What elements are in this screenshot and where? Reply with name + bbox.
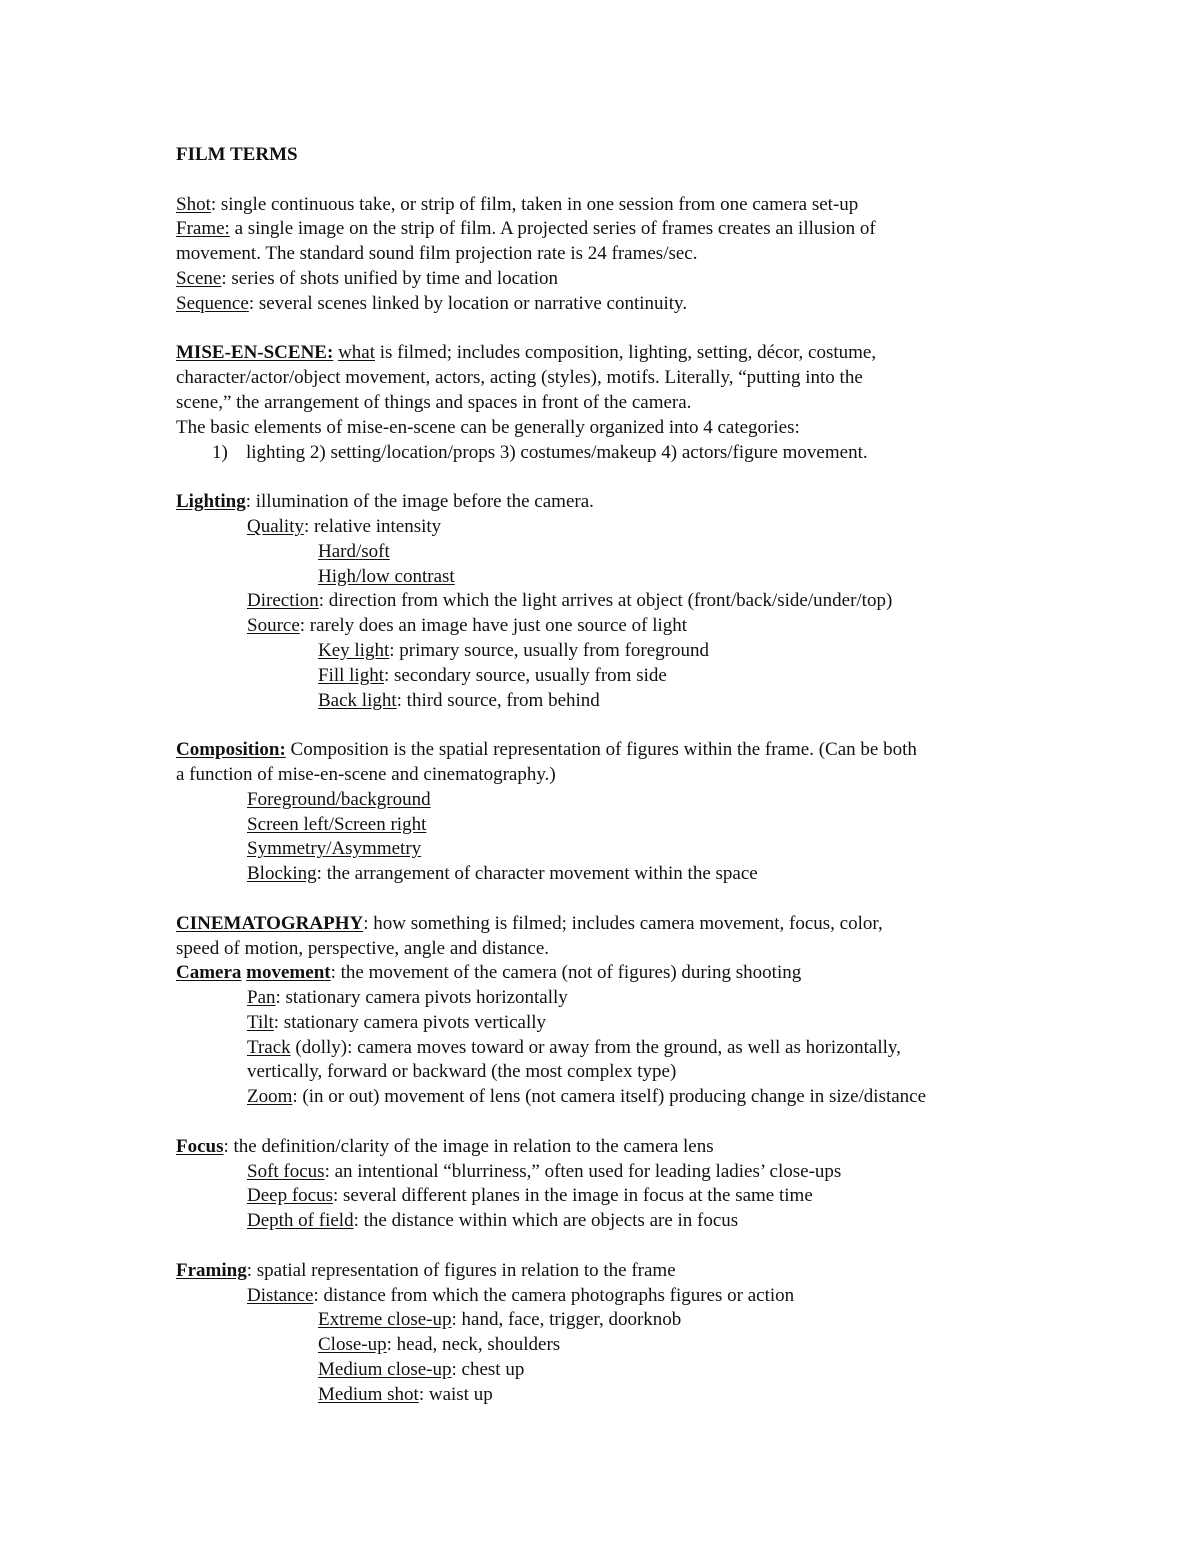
movement-label: movement (246, 962, 331, 984)
page-title: FILM TERMS (176, 144, 298, 165)
close-up-label: Close-up (318, 1334, 387, 1356)
source-definition: : rarely does an image have just one source of light (299, 615, 688, 637)
key-light-label: Key light (318, 639, 390, 661)
blocking-label: Blocking (247, 863, 317, 885)
composition-symmetry (176, 837, 1056, 862)
soft-focus-definition: : an intentional “blurriness,” often used for leading ladies’ close-ups (324, 1160, 842, 1182)
camera-track (176, 1036, 1056, 1061)
screen-label: Screen left/Screen right (247, 813, 427, 835)
term-sequence (176, 292, 1056, 317)
framing-medium-shot (176, 1383, 1056, 1408)
framing-distance (176, 1284, 1056, 1309)
contrast-label: High/low contrast (318, 565, 455, 587)
term-frame-label: Frame: (176, 218, 230, 240)
lighting-label: Lighting (176, 491, 246, 513)
key-light-definition: : primary source, usually from foreground (389, 639, 709, 661)
term-scene-label: Scene (176, 267, 222, 289)
mise-en-scene-heading (176, 341, 1056, 366)
cinematography-label: CINEMATOGRAPHY (176, 912, 364, 934)
fg-bg-label: Foreground/background (247, 788, 431, 810)
categories-text: lighting 2) setting/location/props 3) costumes/makeup 4) actors/figure movement. (246, 441, 868, 463)
focus-deep (176, 1184, 1056, 1209)
focus-label: Focus (176, 1135, 224, 1157)
back-light-label: Back light (318, 689, 397, 711)
tilt-definition: : stationary camera pivots vertically (273, 1011, 547, 1033)
distance-definition: : distance from which the camera photographs figures or action (313, 1284, 795, 1306)
composition-definition: Composition is the spatial representation of figures within the frame. (Can be both (285, 739, 917, 761)
direction-definition: : direction from which the light arrives at object (front/back/side/under/top) (318, 590, 893, 612)
hard-soft-label: Hard/soft (318, 540, 390, 562)
symmetry-label: Symmetry/Asymmetry (247, 838, 422, 860)
deep-focus-label: Deep focus (247, 1185, 333, 1207)
lighting-heading (176, 490, 1056, 515)
mise-en-scene-definition: is filmed; includes composition, lighting, setting, décor, costume, (375, 342, 877, 364)
term-shot (176, 193, 1056, 218)
mise-en-scene-line-4: The basic elements of mise-en-scene can be generally organized into 4 categories: (176, 416, 800, 438)
framing-heading (176, 1259, 1056, 1284)
lighting-key (176, 639, 1056, 664)
back-light-definition: : third source, from behind (396, 689, 600, 711)
camera-label: Camera (176, 962, 242, 984)
composition-label: Composition: (176, 739, 286, 761)
lighting-source (176, 614, 1056, 639)
camera-zoom (176, 1085, 1056, 1110)
composition-line-2: a function of mise-en-scene and cinematography.) (176, 763, 556, 785)
term-sequence-label: Sequence (176, 292, 249, 314)
extreme-close-up-definition: : hand, face, trigger, doorknob (451, 1309, 682, 1331)
focus-soft (176, 1160, 1056, 1185)
focus-definition: : the definition/clarity of the image in relation to the camera lens (223, 1135, 714, 1157)
fill-light-definition: : secondary source, usually from side (384, 664, 667, 686)
deep-focus-definition: : several different planes in the image in focus at the same time (333, 1185, 813, 1207)
term-sequence-definition: : several scenes linked by location or narrative continuity. (248, 292, 688, 314)
camera-movement-definition: : the movement of the camera (not of figures) during shooting (330, 962, 802, 984)
extreme-close-up-label: Extreme close-up (318, 1309, 452, 1331)
soft-focus-label: Soft focus (247, 1160, 325, 1182)
camera-track-continued: vertically, forward or backward (the most complex type) (247, 1061, 677, 1083)
term-frame (176, 217, 1056, 242)
composition-fg-bg (176, 788, 1056, 813)
term-frame-continued: movement. The standard sound film projection rate is 24 frames/sec. (176, 243, 698, 265)
camera-pan (176, 986, 1056, 1011)
depth-of-field-label: Depth of field (247, 1210, 354, 1232)
distance-label: Distance (247, 1284, 314, 1306)
term-shot-definition: : single continuous take, or strip of film, taken in one session from one camera set-up (210, 193, 859, 215)
term-scene (176, 267, 1056, 292)
mise-en-scene-line-2: character/actor/object movement, actors, acting (styles), motifs. Literally, “putting into the (176, 367, 863, 389)
composition-screen (176, 813, 1056, 838)
zoom-definition: : (in or out) movement of lens (not camera itself) producing change in size/distance (292, 1086, 927, 1108)
term-shot-label: Shot (176, 193, 211, 215)
camera-movement (176, 961, 1056, 986)
quality-label: Quality (247, 515, 304, 537)
composition-heading (176, 738, 1056, 763)
track-definition: (dolly): camera moves toward or away from the ground, as well as horizontally, (290, 1036, 901, 1058)
source-label: Source (247, 615, 300, 637)
blocking-definition: : the arrangement of character movement within the space (316, 863, 758, 885)
medium-shot-label: Medium shot (318, 1383, 419, 1405)
track-label: Track (247, 1036, 291, 1058)
medium-close-up-definition: : chest up (451, 1359, 525, 1381)
depth-of-field-definition: : the distance within which are objects are in focus (353, 1210, 739, 1232)
focus-depth-of-field (176, 1209, 1056, 1234)
framing-extreme-close-up (176, 1308, 1056, 1333)
medium-shot-definition: : waist up (418, 1383, 493, 1405)
mise-en-scene-line-3: scene,” the arrangement of things and spaces in front of the camera. (176, 391, 692, 413)
list-number: 1) (212, 441, 228, 463)
framing-definition: : spatial representation of figures in relation to the frame (246, 1259, 676, 1281)
lighting-hard-soft (176, 540, 1056, 565)
mise-en-scene-what: what (338, 342, 375, 364)
pan-label: Pan (247, 987, 276, 1009)
framing-label: Framing (176, 1259, 247, 1281)
lighting-back (176, 689, 1056, 714)
lighting-definition: : illumination of the image before the camera. (245, 491, 594, 513)
zoom-label: Zoom (247, 1086, 293, 1108)
tilt-label: Tilt (247, 1011, 274, 1033)
focus-heading (176, 1135, 1056, 1160)
lighting-direction (176, 589, 1056, 614)
medium-close-up-label: Medium close-up (318, 1359, 452, 1381)
lighting-contrast (176, 565, 1056, 590)
pan-definition: : stationary camera pivots horizontally (275, 987, 568, 1009)
cinematography-heading (176, 912, 1056, 937)
cinematography-definition: : how something is filmed; includes camera movement, focus, color, (363, 912, 883, 934)
fill-light-label: Fill light (318, 664, 384, 686)
camera-tilt (176, 1011, 1056, 1036)
direction-label: Direction (247, 590, 319, 612)
mise-en-scene-categories (176, 441, 1056, 466)
lighting-quality (176, 515, 1056, 540)
cinematography-line-2: speed of motion, perspective, angle and distance. (176, 937, 550, 959)
composition-blocking (176, 862, 1056, 887)
quality-definition: : relative intensity (304, 515, 442, 537)
close-up-definition: : head, neck, shoulders (386, 1334, 561, 1356)
document-page (176, 143, 1056, 1408)
term-frame-definition: a single image on the strip of film. A projected series of frames creates an illusion of (229, 218, 876, 240)
lighting-fill (176, 664, 1056, 689)
framing-medium-close-up (176, 1358, 1056, 1383)
mise-en-scene-label: MISE-EN-SCENE: (176, 342, 334, 364)
term-scene-definition: : series of shots unified by time and location (221, 267, 559, 289)
framing-close-up (176, 1333, 1056, 1358)
